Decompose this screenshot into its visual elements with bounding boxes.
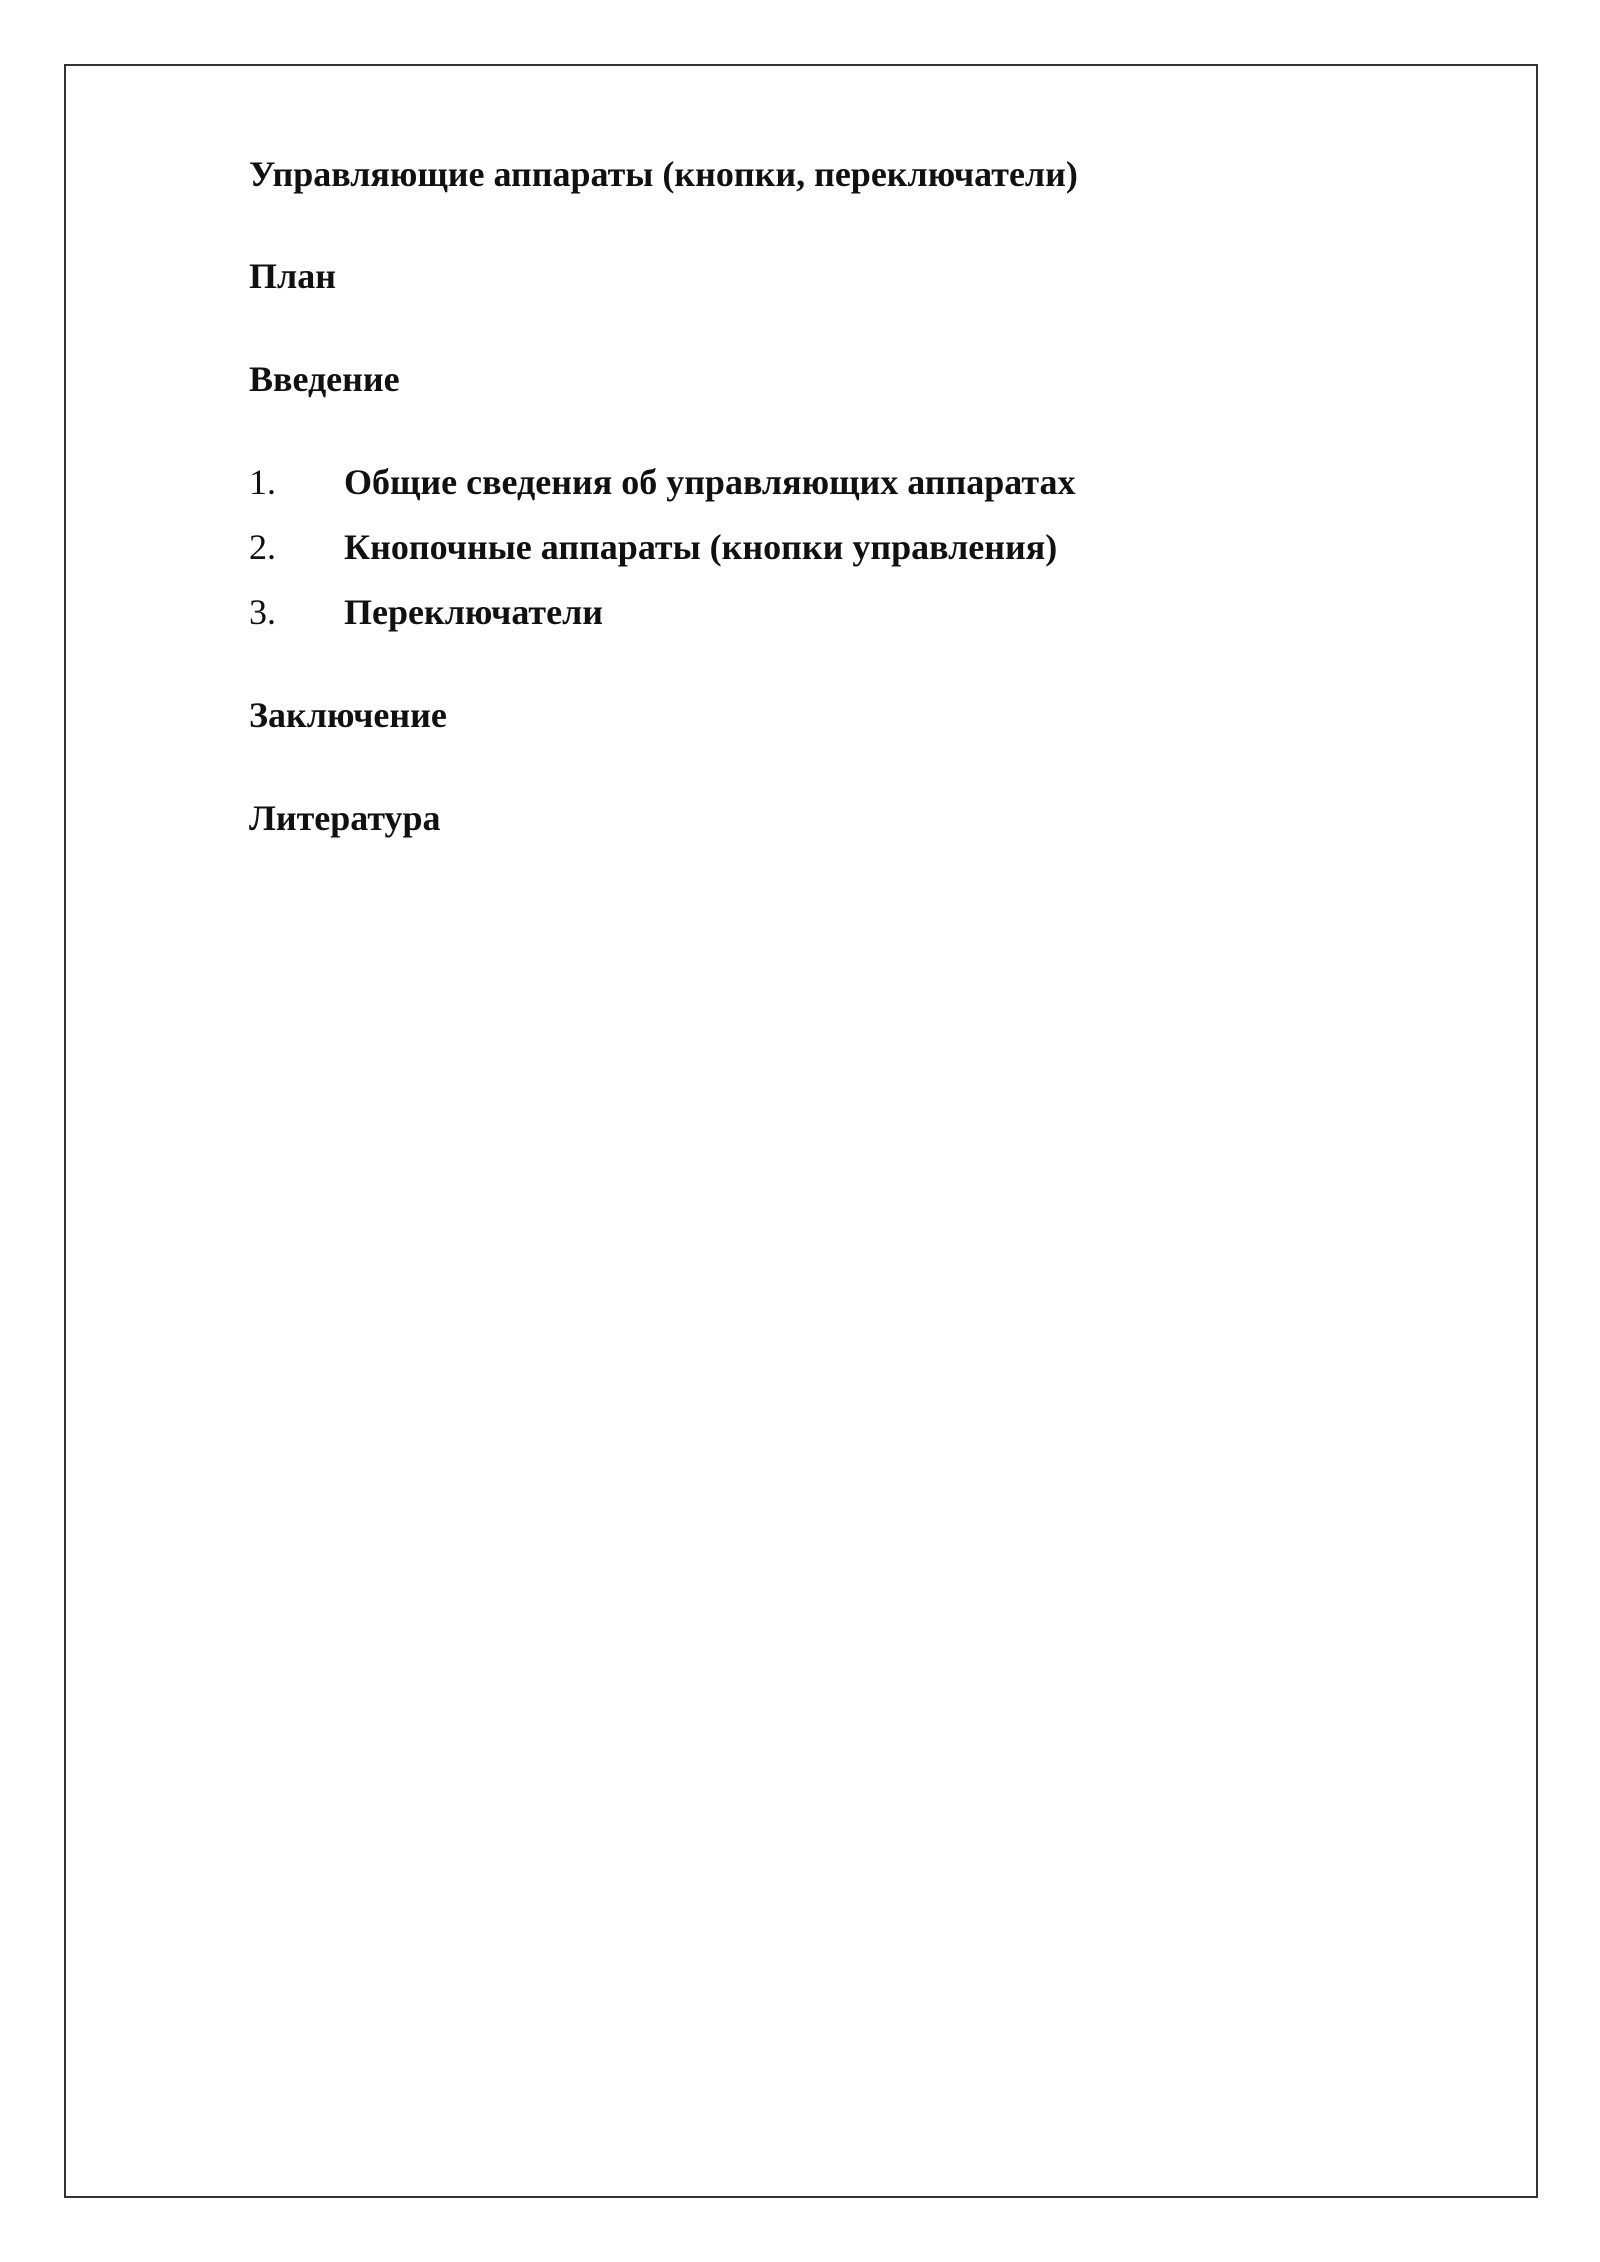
toc-entry-introduction: Введение <box>249 359 400 399</box>
toc-item <box>249 525 1449 569</box>
toc-item-label: Кнопочные аппараты (кнопки управления) <box>344 527 1058 567</box>
toc-item-number: 2. <box>249 527 276 567</box>
table-of-contents <box>249 460 1449 634</box>
toc-entry-literature: Литература <box>249 798 441 838</box>
toc-entry-conclusion: Заключение <box>249 695 447 735</box>
toc-item <box>249 460 1449 504</box>
document-title: Управляющие аппараты (кнопки, переключатели) <box>249 154 1078 194</box>
toc-item <box>249 590 1449 634</box>
toc-item-number: 3. <box>249 592 276 632</box>
toc-item-label: Общие сведения об управляющих аппаратах <box>344 462 1076 502</box>
toc-item-number: 1. <box>249 462 276 502</box>
plan-heading: План <box>249 256 336 296</box>
document-content <box>249 152 1449 840</box>
toc-item-label: Переключатели <box>344 592 604 632</box>
